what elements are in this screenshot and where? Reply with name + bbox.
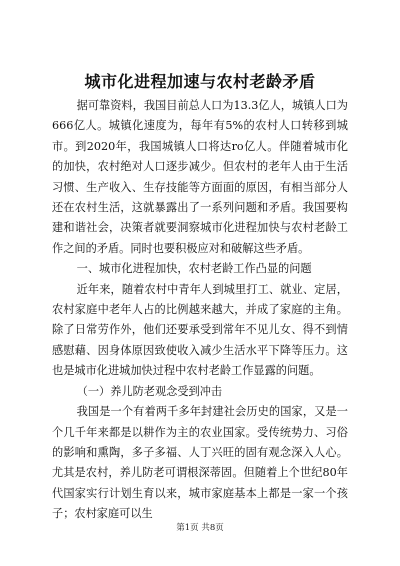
subsection-heading-1: （一）养儿防老观念受到冲击 [76, 384, 223, 398]
document-title: 城市化进程加速与农村老龄矛盾 [84, 72, 316, 91]
paragraph-intro: 据可靠资料，我国目前总人口为13.3亿人，城镇人口为666亿人。城镇化速度为，每年有5%的农村人口转移到城市。到2020年，我国城镇人口将达ro亿人。伴随着城市化的加快，农村绝对人口逐步减少。但农村的老年人由于生活习惯、生产收入、生存技能等方面面的原因，有相当部分人还在农村生活，这就暴露出了一系列问题和矛盾。我国要构建和谐社会，决策者就要洞察城市化进程加快与农村老龄工作之间的矛盾。同时也要积极应对和破解这些矛盾。 [52, 99, 348, 255]
page-footer: 第1页 共8页 [176, 523, 224, 533]
section-heading-1: 一、城市化进程加快，农村老龄工作凸显的问题 [76, 262, 312, 276]
paragraph-section-1: 近年来，随着农村中青年人到城里打工、就业、定居，农村家庭中老年人占的比例越来越大，并成了家庭的主角。除了日常劳作外，他们还要承受到常年不见儿女、得不到情感慰藉、因身体原因致使收入减少生活水平下降等压力。这也是城市化进城加快过程中农村老龄工作显露的问题。 [52, 282, 348, 378]
paragraph-subsection-1: 我国是一个有着两千多年封建社会历史的国家，又是一个几千年来都是以耕作为主的农业国家。受传统势力、习俗的影响和熏陶，多子多福、人丁兴旺的固有观念深入人心。尤其是农村，养儿防老可谓根深蒂固。但随着上个世纪80年代国家实行计划生育以来，城市家庭基本上都是一家一个孩子；农村家庭可以生 [52, 405, 348, 521]
document-body [52, 96, 348, 525]
